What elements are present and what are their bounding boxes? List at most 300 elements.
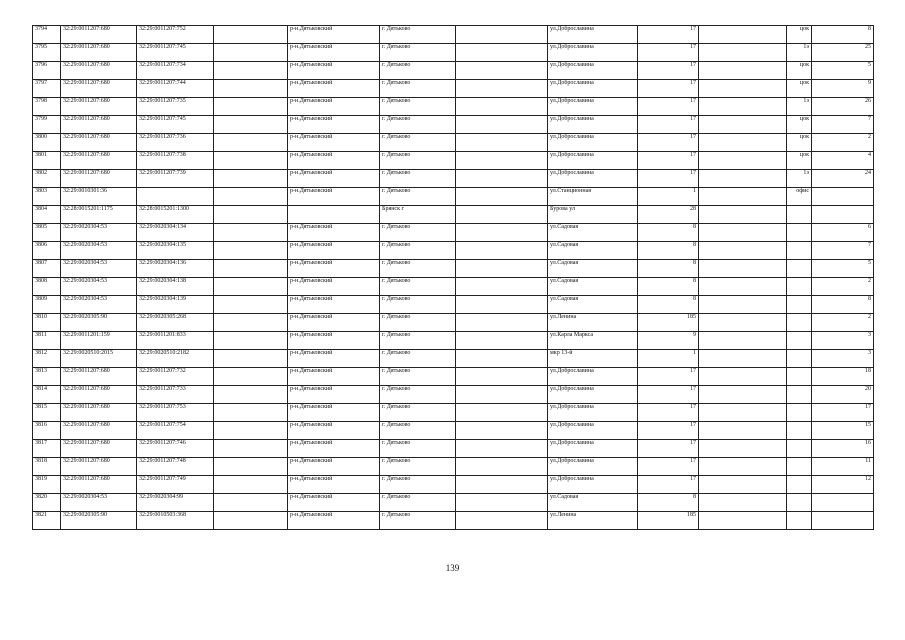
cell-district: р-н.Дятьковский: [288, 314, 380, 332]
cell-blank-col-2: [456, 80, 548, 98]
table-row: [33, 80, 874, 98]
cell-row-number: 3804: [33, 206, 61, 224]
cell-parcel-number: 32:29:0011207:680: [61, 98, 137, 116]
cell-object-number: 32:29:0011207:748: [137, 458, 214, 476]
cell-blank-col-3: [699, 404, 787, 422]
cell-premise-type: [787, 224, 812, 242]
cell-blank-col: [214, 62, 288, 80]
cell-blank-col-3: [699, 476, 787, 494]
cell-blank-col-3: [699, 62, 787, 80]
cell-object-number: 32:29:0020304:134: [137, 224, 214, 242]
cell-city: г. Дятьково: [380, 440, 456, 458]
cell-house-number: 8: [638, 494, 699, 512]
cell-blank-col: [214, 494, 288, 512]
cell-blank-col-3: [699, 422, 787, 440]
cell-object-number: 32:29:0011207:752: [137, 26, 214, 44]
cell-blank-col-2: [456, 494, 548, 512]
cell-row-number: 3806: [33, 242, 61, 260]
cell-blank-col-3: [699, 314, 787, 332]
cell-city: г. Дятьково: [380, 44, 456, 62]
cell-blank-col-2: [456, 404, 548, 422]
cell-street: ул.Доброславина: [548, 26, 638, 44]
cell-city: г. Дятьково: [380, 170, 456, 188]
cell-city: г. Дятьково: [380, 134, 456, 152]
cell-house-number: 9: [638, 332, 699, 350]
cell-street: Бурова ул: [548, 206, 638, 224]
cell-house-number: 185: [638, 314, 699, 332]
cell-object-number: 32:29:0011201:833: [137, 332, 214, 350]
table-row: [33, 152, 874, 170]
table-row: [33, 296, 874, 314]
cell-premise-number: [812, 206, 874, 224]
cell-blank-col: [214, 278, 288, 296]
cell-blank-col: [214, 296, 288, 314]
cell-premise-number: 2: [812, 278, 874, 296]
cell-district: р-н.Дятьковский: [288, 458, 380, 476]
cell-blank-col-2: [456, 440, 548, 458]
cell-city: г. Дятьково: [380, 26, 456, 44]
cell-city: г. Дятьково: [380, 458, 456, 476]
cell-premise-type: [787, 440, 812, 458]
cell-parcel-number: 32:29:0011207:680: [61, 170, 137, 188]
cell-street: ул.Садовая: [548, 224, 638, 242]
cell-row-number: 3815: [33, 404, 61, 422]
cell-blank-col-2: [456, 386, 548, 404]
cell-street: ул.Доброславина: [548, 458, 638, 476]
cell-street: ул.Доброславина: [548, 116, 638, 134]
cell-blank-col: [214, 260, 288, 278]
cell-house-number: 17: [638, 170, 699, 188]
cell-district: р-н.Дятьковский: [288, 152, 380, 170]
cell-row-number: 3817: [33, 440, 61, 458]
cell-blank-col: [214, 80, 288, 98]
cell-house-number: 17: [638, 98, 699, 116]
table-row: [33, 134, 874, 152]
cell-parcel-number: 32:29:0020304:53: [61, 260, 137, 278]
cell-city: г. Дятьково: [380, 332, 456, 350]
cell-premise-type: цок: [787, 152, 812, 170]
cell-city: г. Дятьково: [380, 152, 456, 170]
cell-house-number: 17: [638, 134, 699, 152]
table-row: [33, 26, 874, 44]
cell-premise-number: 15: [812, 422, 874, 440]
cell-street: ул.Доброславина: [548, 404, 638, 422]
cell-blank-col-2: [456, 188, 548, 206]
cell-street: ул.Доброславина: [548, 386, 638, 404]
cell-premise-type: [787, 314, 812, 332]
cell-object-number: 32:29:0011207:754: [137, 422, 214, 440]
cell-row-number: 3800: [33, 134, 61, 152]
table-row: [33, 404, 874, 422]
cell-premise-number: 5: [812, 62, 874, 80]
cell-blank-col-3: [699, 296, 787, 314]
cell-row-number: 3812: [33, 350, 61, 368]
cell-street: ул.Доброславина: [548, 476, 638, 494]
cell-blank-col-2: [456, 260, 548, 278]
cell-parcel-number: 32:29:0020304:53: [61, 296, 137, 314]
cell-object-number: 32:29:0011207:734: [137, 62, 214, 80]
table-row: [33, 422, 874, 440]
cell-street: ул.Ленина: [548, 512, 638, 530]
table-row: [33, 206, 874, 224]
cell-object-number: 32:29:0011207:753: [137, 404, 214, 422]
cell-blank-col-3: [699, 440, 787, 458]
cell-premise-type: [787, 512, 812, 530]
cell-premise-number: 4: [812, 152, 874, 170]
cell-blank-col-3: [699, 278, 787, 296]
cell-blank-col: [214, 404, 288, 422]
cell-city: г. Дятьково: [380, 404, 456, 422]
cell-blank-col: [214, 386, 288, 404]
cell-premise-type: [787, 350, 812, 368]
cell-district: р-н.Дятьковский: [288, 134, 380, 152]
cell-blank-col-3: [699, 188, 787, 206]
cell-house-number: 185: [638, 512, 699, 530]
cell-parcel-number: 32:29:0011207:680: [61, 404, 137, 422]
table-row: [33, 350, 874, 368]
cell-object-number: 32:29:0011207:732: [137, 368, 214, 386]
cell-parcel-number: 32:29:0020304:53: [61, 242, 137, 260]
cell-street: ул.Доброславина: [548, 62, 638, 80]
cell-house-number: 8: [638, 278, 699, 296]
cell-row-number: 3820: [33, 494, 61, 512]
cell-street: ул.Доброславина: [548, 44, 638, 62]
cell-blank-col-3: [699, 368, 787, 386]
cell-blank-col-3: [699, 224, 787, 242]
cell-blank-col: [214, 440, 288, 458]
cell-premise-number: 5: [812, 260, 874, 278]
cell-parcel-number: 32:29:0011207:680: [61, 152, 137, 170]
cell-premise-number: 8: [812, 296, 874, 314]
cell-city: г. Дятьково: [380, 224, 456, 242]
table-row: [33, 458, 874, 476]
cell-house-number: 17: [638, 404, 699, 422]
cell-city: г. Дятьково: [380, 98, 456, 116]
cell-object-number: 32:29:0011207:744: [137, 80, 214, 98]
cell-blank-col: [214, 422, 288, 440]
cell-blank-col-3: [699, 350, 787, 368]
cell-blank-col-3: [699, 242, 787, 260]
cell-district: р-н.Дятьковский: [288, 242, 380, 260]
cell-street: ул.Доброславина: [548, 422, 638, 440]
cell-blank-col-3: [699, 458, 787, 476]
cell-city: г. Дятьково: [380, 260, 456, 278]
cell-blank-col-2: [456, 296, 548, 314]
cell-house-number: 8: [638, 296, 699, 314]
cell-premise-number: 11: [812, 458, 874, 476]
cell-blank-col-2: [456, 278, 548, 296]
page-number: 139: [445, 563, 460, 573]
cell-row-number: 3797: [33, 80, 61, 98]
table-body: [33, 26, 874, 530]
cell-parcel-number: 32:29:0011207:680: [61, 62, 137, 80]
cell-premise-number: 25: [812, 44, 874, 62]
cell-city: г. Дятьково: [380, 242, 456, 260]
cell-blank-col-2: [456, 44, 548, 62]
cell-blank-col-2: [456, 206, 548, 224]
cell-blank-col-2: [456, 458, 548, 476]
cell-blank-col-2: [456, 512, 548, 530]
cell-premise-number: 17: [812, 404, 874, 422]
cell-house-number: 17: [638, 116, 699, 134]
cell-city: Брянск г: [380, 206, 456, 224]
cell-street: ул.Карла Маркса: [548, 332, 638, 350]
table-row: [33, 278, 874, 296]
cell-premise-number: 12: [812, 476, 874, 494]
cell-premise-type: офис: [787, 188, 812, 206]
cell-district: р-н.Дятьковский: [288, 260, 380, 278]
cell-row-number: 3798: [33, 98, 61, 116]
cell-district: р-н.Дятьковский: [288, 224, 380, 242]
cell-row-number: 3821: [33, 512, 61, 530]
cell-row-number: 3795: [33, 44, 61, 62]
cell-blank-col: [214, 152, 288, 170]
cell-parcel-number: 32:29:0020510:2015: [61, 350, 137, 368]
cell-blank-col: [214, 512, 288, 530]
cell-district: р-н.Дятьковский: [288, 422, 380, 440]
cell-parcel-number: 32:29:0020305:90: [61, 512, 137, 530]
cell-premise-number: [812, 494, 874, 512]
cell-premise-number: 24: [812, 170, 874, 188]
cell-premise-number: 20: [812, 386, 874, 404]
cell-object-number: 32:29:0011207:745: [137, 44, 214, 62]
cell-row-number: 3811: [33, 332, 61, 350]
cell-row-number: 3799: [33, 116, 61, 134]
cell-blank-col: [214, 188, 288, 206]
cell-premise-number: [812, 512, 874, 530]
cell-street: ул.Садовая: [548, 296, 638, 314]
cell-street: ул.Доброславина: [548, 98, 638, 116]
cell-object-number: 32:29:0011207:749: [137, 476, 214, 494]
cell-premise-number: 2: [812, 134, 874, 152]
cell-premise-type: цок: [787, 134, 812, 152]
cell-parcel-number: 32:29:0011207:680: [61, 80, 137, 98]
table-row: [33, 476, 874, 494]
cell-district: р-н.Дятьковский: [288, 278, 380, 296]
cell-district: р-н.Дятьковский: [288, 350, 380, 368]
cell-row-number: 3801: [33, 152, 61, 170]
cell-street: ул.Доброславина: [548, 368, 638, 386]
cell-blank-col-3: [699, 44, 787, 62]
cell-district: р-н.Дятьковский: [288, 62, 380, 80]
cell-object-number: 32:29:0011207:736: [137, 134, 214, 152]
table-row: [33, 116, 874, 134]
table-row: [33, 170, 874, 188]
cell-city: г. Дятьково: [380, 278, 456, 296]
cell-premise-type: 1э: [787, 44, 812, 62]
cell-blank-col-3: [699, 206, 787, 224]
cell-city: г. Дятьково: [380, 314, 456, 332]
cell-parcel-number: 32:29:0020304:53: [61, 278, 137, 296]
cell-district: р-н.Дятьковский: [288, 44, 380, 62]
table-row: [33, 332, 874, 350]
cell-parcel-number: 32:29:0011207:680: [61, 476, 137, 494]
cell-object-number: [137, 188, 214, 206]
cell-parcel-number: 32:29:0011201:159: [61, 332, 137, 350]
cell-blank-col-3: [699, 80, 787, 98]
cell-blank-col: [214, 170, 288, 188]
cell-row-number: 3802: [33, 170, 61, 188]
cell-blank-col-2: [456, 422, 548, 440]
cell-premise-number: 26: [812, 98, 874, 116]
cell-premise-type: 1э: [787, 170, 812, 188]
cell-premise-type: цок: [787, 80, 812, 98]
table-row: [33, 44, 874, 62]
cell-premise-type: [787, 332, 812, 350]
cell-row-number: 3794: [33, 26, 61, 44]
cell-object-number: 32:29:0020304:139: [137, 296, 214, 314]
table-row: [33, 512, 874, 530]
cell-premise-number: 16: [812, 440, 874, 458]
cell-blank-col-3: [699, 386, 787, 404]
cell-blank-col: [214, 44, 288, 62]
cell-blank-col-2: [456, 170, 548, 188]
cell-district: р-н.Дятьковский: [288, 368, 380, 386]
cell-street: мкр 13-й: [548, 350, 638, 368]
cell-district: р-н.Дятьковский: [288, 26, 380, 44]
cell-district: р-н.Дятьковский: [288, 476, 380, 494]
cell-row-number: 3807: [33, 260, 61, 278]
cell-district: [288, 206, 380, 224]
cell-premise-number: 9: [812, 80, 874, 98]
cell-blank-col-2: [456, 152, 548, 170]
cell-object-number: 32:29:0011207:733: [137, 386, 214, 404]
cell-city: г. Дятьково: [380, 350, 456, 368]
cell-district: р-н.Дятьковский: [288, 98, 380, 116]
cell-city: г. Дятьково: [380, 512, 456, 530]
cell-premise-type: 1э: [787, 98, 812, 116]
cell-parcel-number: 32:29:0011207:680: [61, 44, 137, 62]
cell-object-number: 32:29:0020510:2182: [137, 350, 214, 368]
cell-row-number: 3809: [33, 296, 61, 314]
cell-parcel-number: 32:29:0020304:53: [61, 494, 137, 512]
cell-house-number: 17: [638, 476, 699, 494]
cell-district: р-н.Дятьковский: [288, 188, 380, 206]
table-row: [33, 494, 874, 512]
table-row: [33, 368, 874, 386]
cell-premise-number: 3: [812, 332, 874, 350]
cell-blank-col: [214, 26, 288, 44]
cell-parcel-number: 32:29:0011207:680: [61, 458, 137, 476]
cell-row-number: 3810: [33, 314, 61, 332]
cell-premise-type: [787, 296, 812, 314]
cell-row-number: 3813: [33, 368, 61, 386]
table-row: [33, 188, 874, 206]
cell-blank-col-3: [699, 26, 787, 44]
cell-parcel-number: 32:29:0020304:53: [61, 224, 137, 242]
cell-house-number: 17: [638, 458, 699, 476]
cell-blank-col: [214, 332, 288, 350]
cell-street: ул.Станционная: [548, 188, 638, 206]
cell-premise-type: цок: [787, 26, 812, 44]
cell-object-number: 32:29:0011207:738: [137, 152, 214, 170]
registry-table-container: [32, 25, 874, 530]
cell-city: г. Дятьково: [380, 494, 456, 512]
cell-blank-col-2: [456, 224, 548, 242]
cell-row-number: 3803: [33, 188, 61, 206]
table-row: [33, 314, 874, 332]
cell-object-number: 32:29:0020304:99: [137, 494, 214, 512]
cell-row-number: 3808: [33, 278, 61, 296]
cell-row-number: 3814: [33, 386, 61, 404]
cell-parcel-number: 32:29:0011207:680: [61, 116, 137, 134]
cell-city: г. Дятьково: [380, 368, 456, 386]
cell-parcel-number: 32:29:0010301:36: [61, 188, 137, 206]
cell-street: ул.Доброславина: [548, 134, 638, 152]
cell-parcel-number: 32:29:0011207:680: [61, 26, 137, 44]
cell-blank-col: [214, 224, 288, 242]
cell-row-number: 3796: [33, 62, 61, 80]
cell-premise-number: 18: [812, 368, 874, 386]
cell-house-number: 17: [638, 368, 699, 386]
cell-district: р-н.Дятьковский: [288, 80, 380, 98]
cell-district: р-н.Дятьковский: [288, 170, 380, 188]
cell-blank-col-2: [456, 368, 548, 386]
cell-blank-col-2: [456, 116, 548, 134]
cell-premise-number: 3: [812, 350, 874, 368]
table-row: [33, 224, 874, 242]
table-row: [33, 62, 874, 80]
cell-premise-type: [787, 278, 812, 296]
cell-parcel-number: 32:29:0011207:680: [61, 440, 137, 458]
cell-premise-type: цок: [787, 62, 812, 80]
cell-city: г. Дятьково: [380, 188, 456, 206]
cell-house-number: 17: [638, 26, 699, 44]
cell-blank-col: [214, 458, 288, 476]
cell-blank-col: [214, 350, 288, 368]
cell-house-number: 17: [638, 422, 699, 440]
cell-premise-type: [787, 260, 812, 278]
table-row: [33, 242, 874, 260]
cell-object-number: 32:29:0011207:735: [137, 98, 214, 116]
cell-house-number: 17: [638, 62, 699, 80]
cell-parcel-number: 32:28:0015201:1175: [61, 206, 137, 224]
cell-blank-col-3: [699, 116, 787, 134]
cell-house-number: 17: [638, 80, 699, 98]
cell-street: ул.Доброславина: [548, 152, 638, 170]
registry-table: [32, 25, 874, 530]
cell-blank-col-2: [456, 476, 548, 494]
cell-blank-col-3: [699, 260, 787, 278]
cell-blank-col-3: [699, 152, 787, 170]
cell-parcel-number: 32:29:0011207:680: [61, 134, 137, 152]
cell-city: г. Дятьково: [380, 116, 456, 134]
cell-blank-col-3: [699, 512, 787, 530]
cell-parcel-number: 32:29:0011207:680: [61, 386, 137, 404]
cell-premise-number: 7: [812, 116, 874, 134]
cell-street: ул.Садовая: [548, 278, 638, 296]
cell-premise-number: 2: [812, 314, 874, 332]
cell-street: ул.Ленина: [548, 314, 638, 332]
cell-city: г. Дятьково: [380, 80, 456, 98]
cell-premise-type: [787, 206, 812, 224]
cell-object-number: 32:29:0010503:368: [137, 512, 214, 530]
cell-object-number: 32:29:0020304:135: [137, 242, 214, 260]
cell-premise-type: [787, 368, 812, 386]
cell-blank-col: [214, 116, 288, 134]
cell-blank-col-2: [456, 242, 548, 260]
cell-house-number: 17: [638, 44, 699, 62]
cell-premise-type: [787, 422, 812, 440]
cell-blank-col-2: [456, 314, 548, 332]
table-row: [33, 98, 874, 116]
cell-premise-type: цок: [787, 116, 812, 134]
cell-house-number: 8: [638, 224, 699, 242]
cell-district: р-н.Дятьковский: [288, 512, 380, 530]
cell-premise-type: [787, 476, 812, 494]
cell-premise-type: [787, 458, 812, 476]
cell-object-number: 32:29:0011207:739: [137, 170, 214, 188]
